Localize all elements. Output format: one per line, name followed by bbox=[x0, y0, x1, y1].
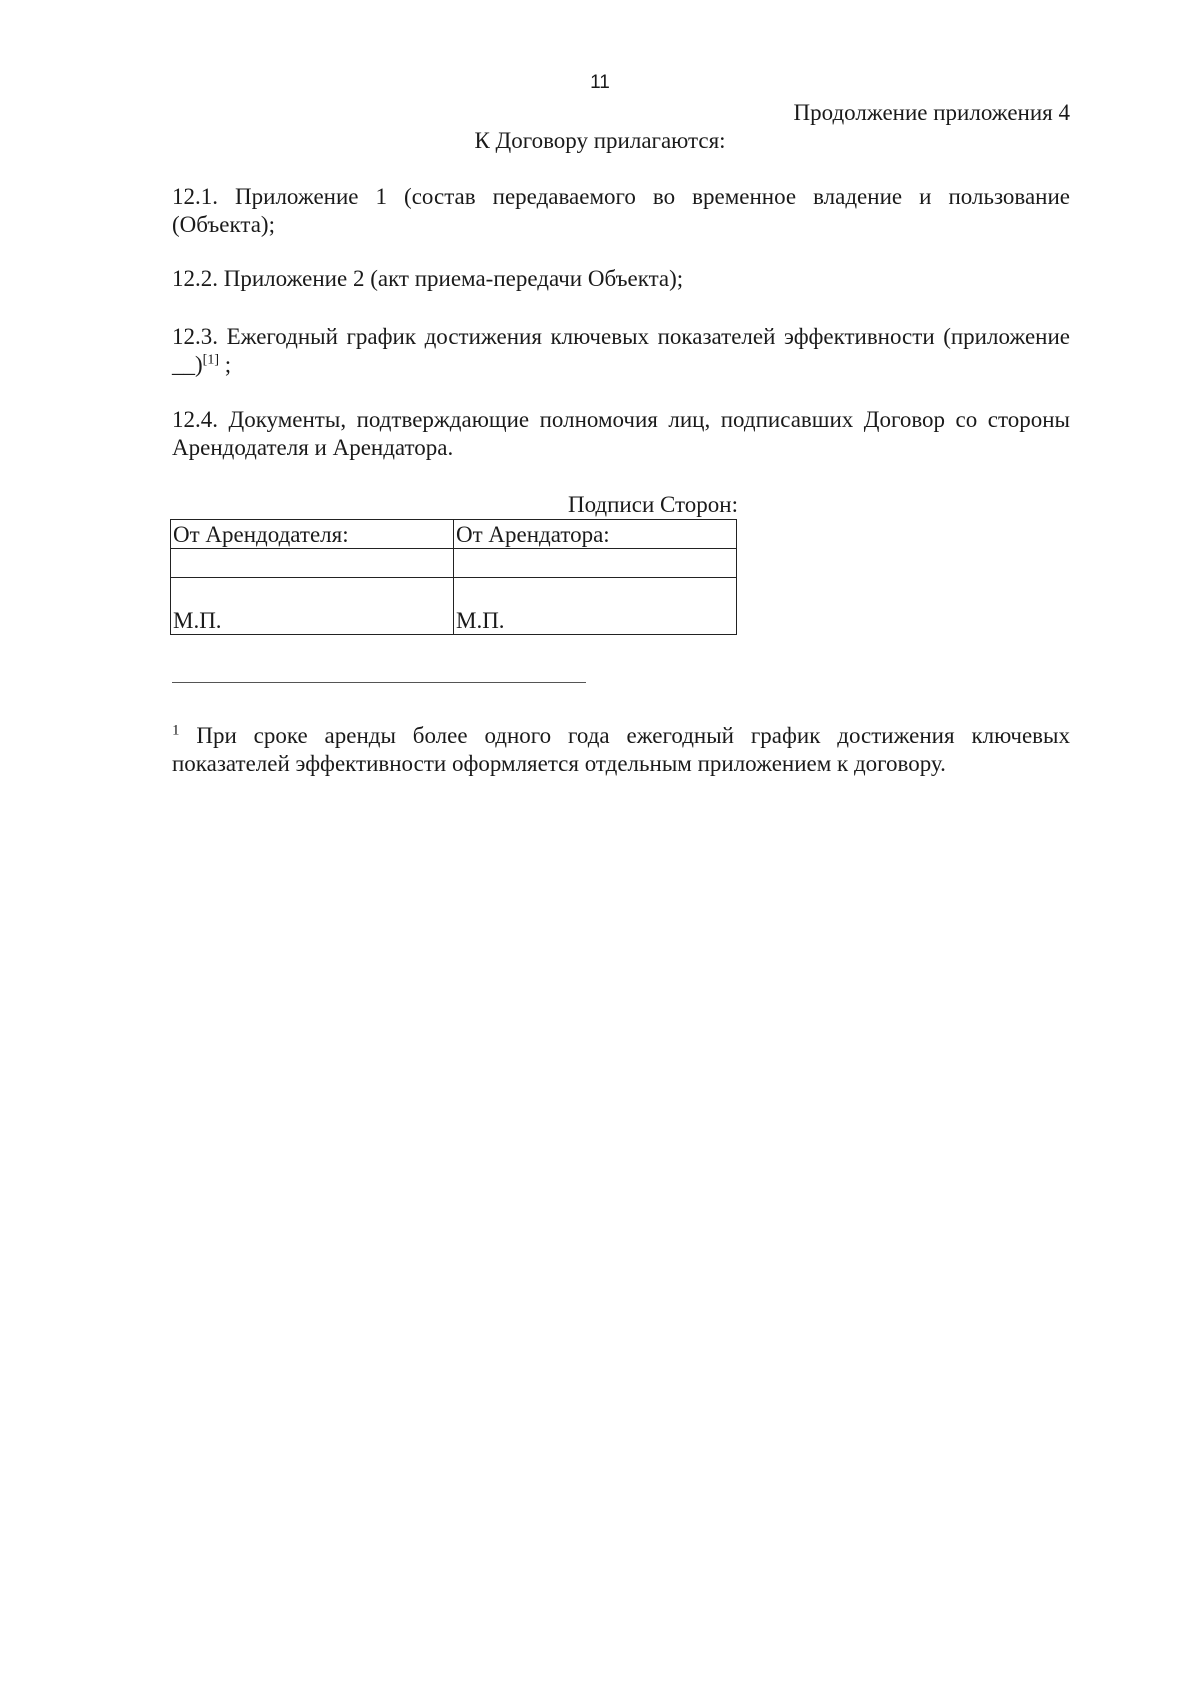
footnote bbox=[172, 722, 1070, 778]
signature-table bbox=[170, 519, 737, 635]
footnote-text: При сроке аренды более одного года ежегодный график достижения ключевых показателей эффективности оформляется отдельным приложением к договору. bbox=[172, 723, 1070, 776]
continuation-label: Продолжение приложения 4 bbox=[793, 100, 1070, 125]
item-12-2: 12.2. Приложение 2 (акт приема-передачи Объекта); bbox=[172, 266, 684, 291]
item-12-3 bbox=[172, 323, 1070, 379]
item-12-1: 12.1. Приложение 1 (состав передаваемого во временное владение и пользование (Объекта); bbox=[172, 184, 1070, 237]
page-number: 11 bbox=[590, 72, 610, 93]
item-12-3-tail: ; bbox=[219, 352, 232, 377]
item-12-3-text: 12.3. Ежегодный график достижения ключевых показателей эффективности (приложение __) bbox=[172, 324, 1070, 377]
tenant-label: От Арендатора: bbox=[454, 520, 737, 549]
landlord-seal: М.П. bbox=[171, 578, 454, 635]
signatures-heading: Подписи Сторон: bbox=[567, 492, 738, 517]
tenant-signature-cell bbox=[454, 549, 737, 578]
footnote-reference[interactable]: [1] bbox=[202, 352, 219, 368]
footnote-marker: 1 bbox=[172, 722, 180, 739]
tenant-seal: М.П. bbox=[454, 578, 737, 635]
item-12-4: 12.4. Документы, подтверждающие полномочия лиц, подписавших Договор со стороны Арендодателя и Арендатора. bbox=[172, 407, 1070, 460]
footnote-separator bbox=[172, 682, 586, 683]
landlord-label: От Арендодателя: bbox=[171, 520, 454, 549]
attached-heading: К Договору прилагаются: bbox=[474, 128, 726, 153]
landlord-signature-cell bbox=[171, 549, 454, 578]
